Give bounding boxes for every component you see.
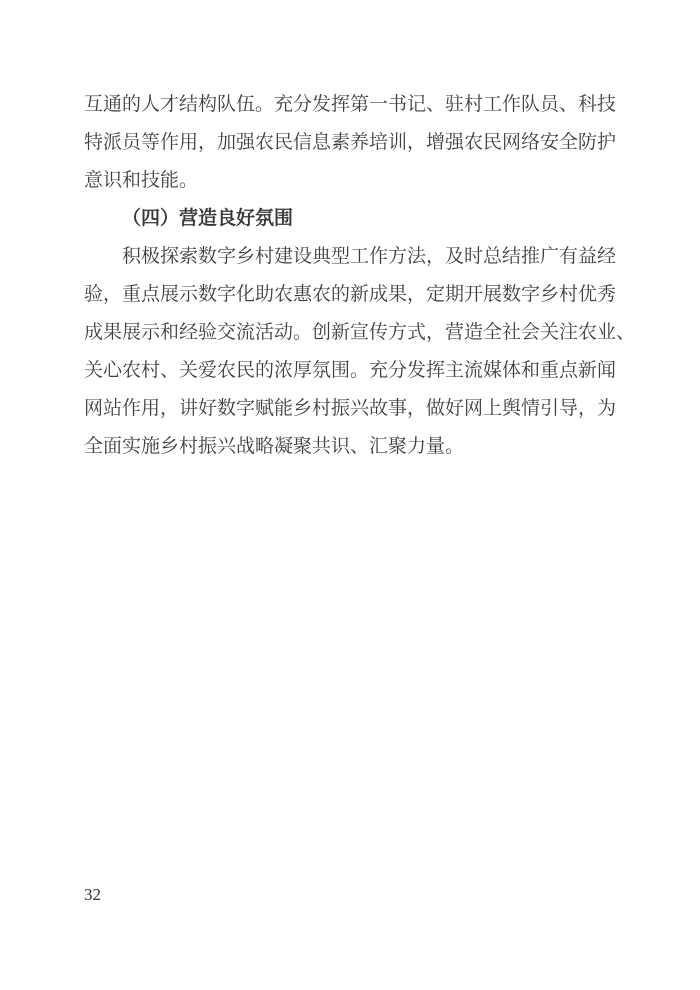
paragraph-line: 网站作用，讲好数字赋能乡村振兴故事，做好网上舆情引导，为 — [84, 398, 617, 419]
paragraph-line: 意识和技能。 — [84, 170, 199, 191]
document-body — [84, 86, 636, 466]
paragraph-line: 验，重点展示数字化助农惠农的新成果，定期开展数字乡村优秀 — [84, 284, 617, 305]
paragraph-line: 特派员等作用，加强农民信息素养培训，增强农民网络安全防护 — [84, 132, 617, 153]
paragraph-line: 成果展示和经验交流活动。创新宣传方式，营造全社会关注农业、 — [84, 322, 636, 343]
section-heading: （四）营造良好氛围 — [122, 208, 294, 229]
paragraph-line: 关心农村、关爱农民的浓厚氛围。充分发挥主流媒体和重点新闻 — [84, 360, 617, 381]
paragraph-line: 积极探索数字乡村建设典型工作方法，及时总结推广有益经 — [122, 246, 617, 267]
page-number: 32 — [84, 885, 101, 904]
paragraph-line: 全面实施乡村振兴战略凝聚共识、汇聚力量。 — [84, 436, 465, 457]
paragraph-line: 互通的人才结构队伍。充分发挥第一书记、驻村工作队员、科技 — [84, 94, 617, 115]
